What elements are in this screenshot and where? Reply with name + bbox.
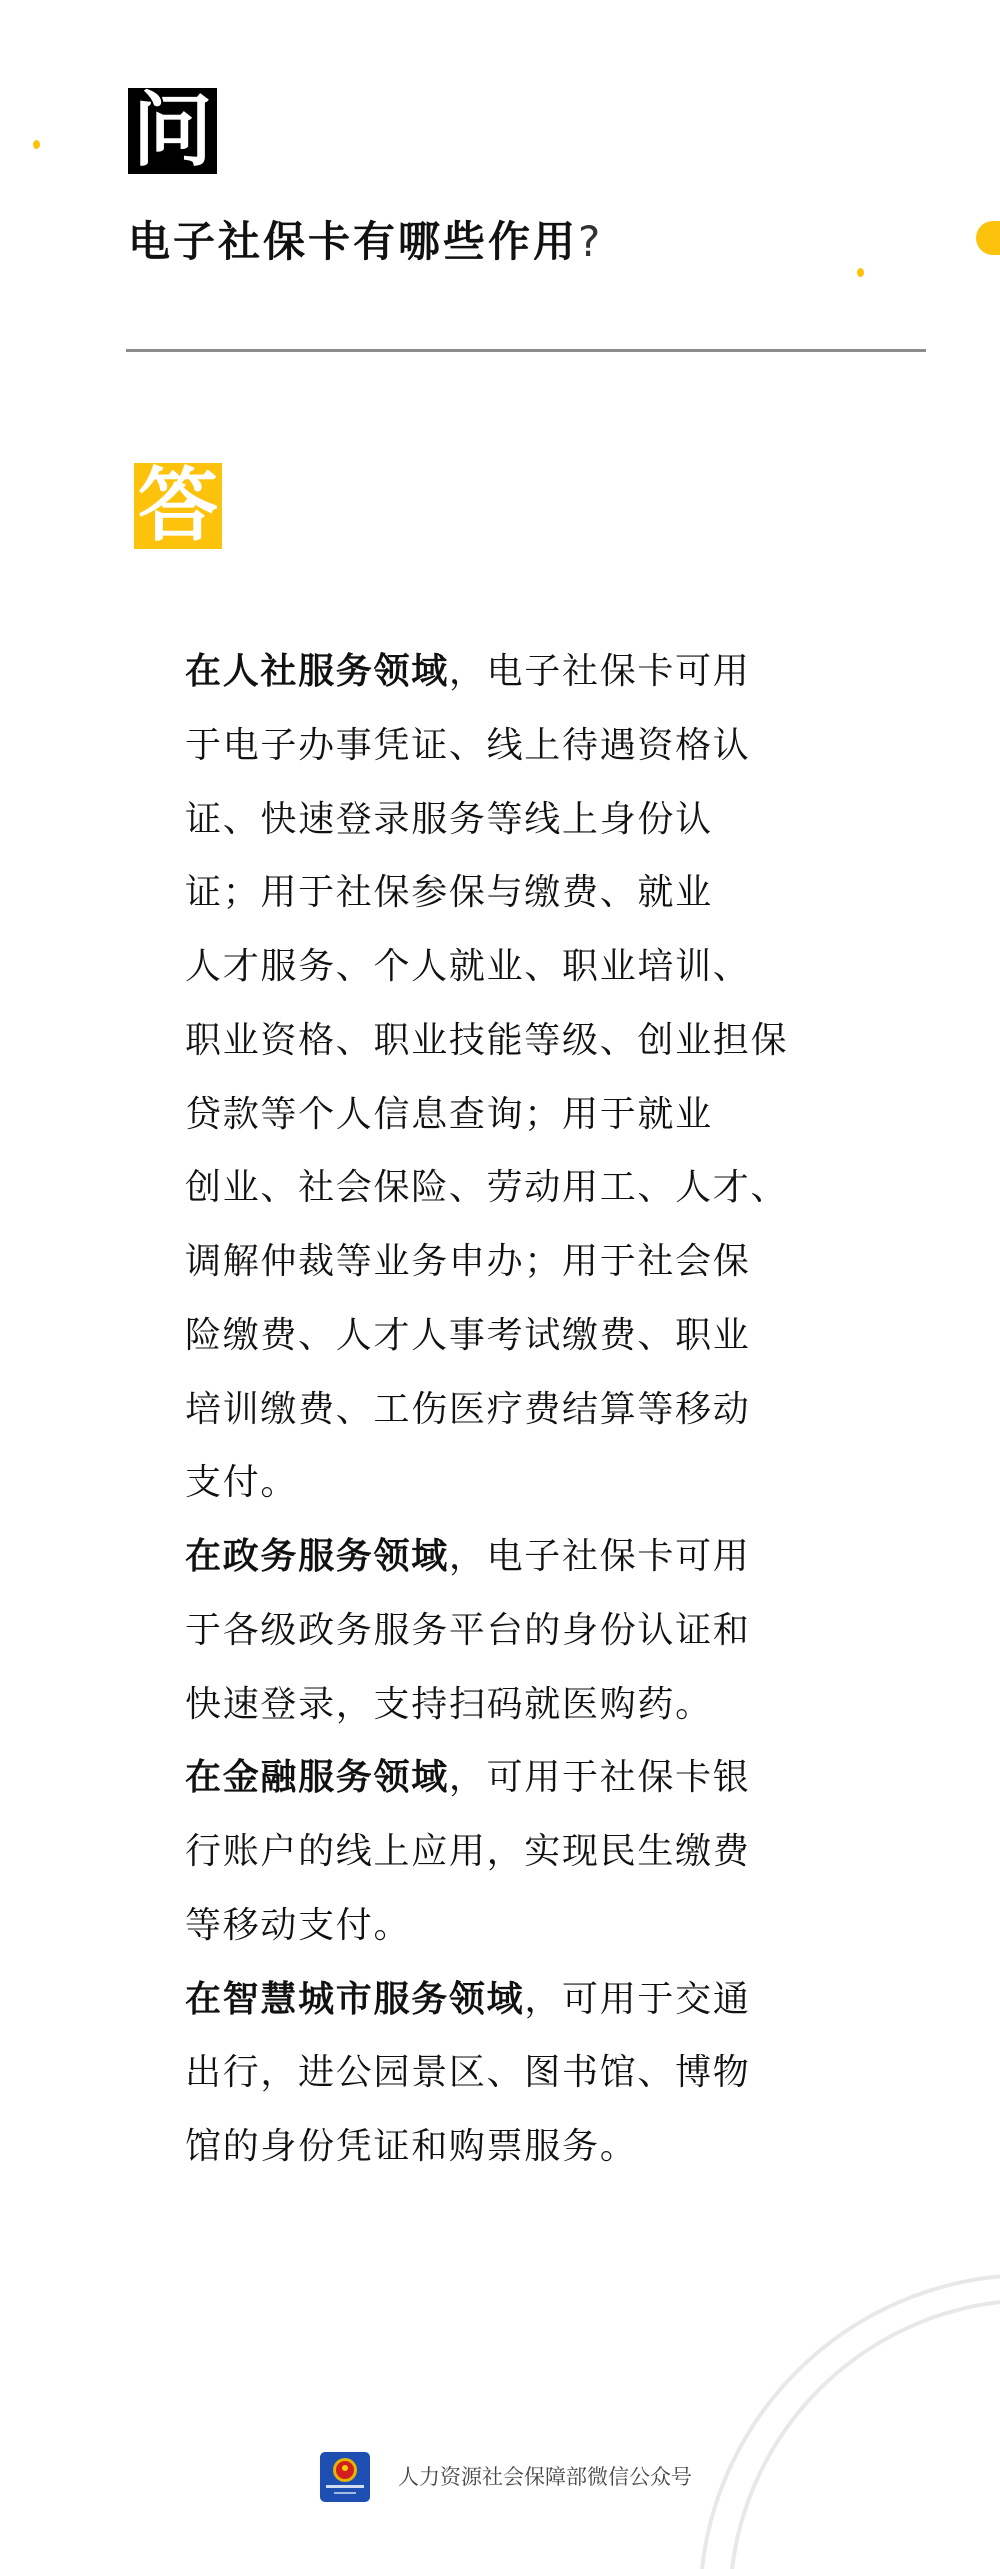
paragraph-government-services xyxy=(185,1520,825,1741)
text-line: 支付。 xyxy=(185,1462,299,1504)
text-line: 快速登录，支持扫码就医购药。 xyxy=(185,1683,713,1725)
text-line: 创业、社会保险、劳动用工、人才、 xyxy=(185,1167,789,1209)
text-line: 行账户的线上应用，实现民生缴费 xyxy=(185,1831,751,1872)
footer-source: 人力资源社会保障部微信公众号 xyxy=(398,2465,692,2489)
paragraph-lead: 在金融服务领域 xyxy=(185,1757,449,1799)
text-line xyxy=(185,1741,825,1815)
emblem-graphic xyxy=(320,2452,370,2502)
national-emblem-icon xyxy=(320,2452,370,2502)
text-line: 职业资格、职业技能等级、创业担保 xyxy=(185,1019,789,1061)
text-line: 出行，进公园景区、图书馆、博物 xyxy=(185,2052,751,2094)
text-segment: ，可用于社保卡银 xyxy=(448,1757,751,1799)
text-line: 馆的身份凭证和购票服务。 xyxy=(185,2126,638,2167)
decor-arc-inner xyxy=(732,2302,1000,2569)
paragraph-lead: 在政务服务领域 xyxy=(185,1536,449,1577)
paragraph-smart-city-services xyxy=(185,1963,825,2184)
text-line: 等移动支付。 xyxy=(185,1904,412,1946)
text-segment: ，可用于交通 xyxy=(524,1978,751,2020)
decor-arc-outer xyxy=(702,2276,1000,2569)
paragraph-lead: 在智慧城市服务领域 xyxy=(185,1978,525,2020)
question-badge: 问 xyxy=(128,88,217,174)
question-title-text: 电子社保卡有哪些作用 xyxy=(128,217,579,266)
text-line: 人才服务、个人就业、职业培训、 xyxy=(185,946,751,987)
text-line: 于电子办事凭证、线上待遇资格认 xyxy=(185,724,751,766)
text-line: 培训缴费、工伤医疗费结算等移动 xyxy=(185,1388,751,1430)
question-title xyxy=(128,217,603,267)
answer-badge: 答 xyxy=(134,463,222,549)
question-mark: ? xyxy=(578,217,604,266)
paragraph-lead: 在人社服务领域 xyxy=(185,651,449,692)
text-segment: ，电子社保卡可用 xyxy=(448,1536,751,1577)
text-line: 调解仲裁等业务申办；用于社会保 xyxy=(185,1241,751,1282)
text-line: 于各级政务服务平台的身份认证和 xyxy=(185,1609,751,1651)
text-line xyxy=(185,1963,825,2037)
paragraph-financial-services xyxy=(185,1741,825,1962)
divider xyxy=(126,349,926,352)
text-line: 证；用于社保参保与缴费、就业 xyxy=(185,872,713,914)
paragraph-hr-services xyxy=(185,635,825,1520)
text-line: 险缴费、人才人事考试缴费、职业 xyxy=(185,1314,751,1356)
text-segment: ，电子社保卡可用 xyxy=(448,651,751,692)
text-line xyxy=(185,1520,825,1594)
text-line: 贷款等个人信息查询；用于就业 xyxy=(185,1093,713,1135)
text-line xyxy=(185,635,825,709)
text-line: 证、快速登录服务等线上身份认 xyxy=(185,798,713,840)
answer-body xyxy=(185,635,825,2184)
